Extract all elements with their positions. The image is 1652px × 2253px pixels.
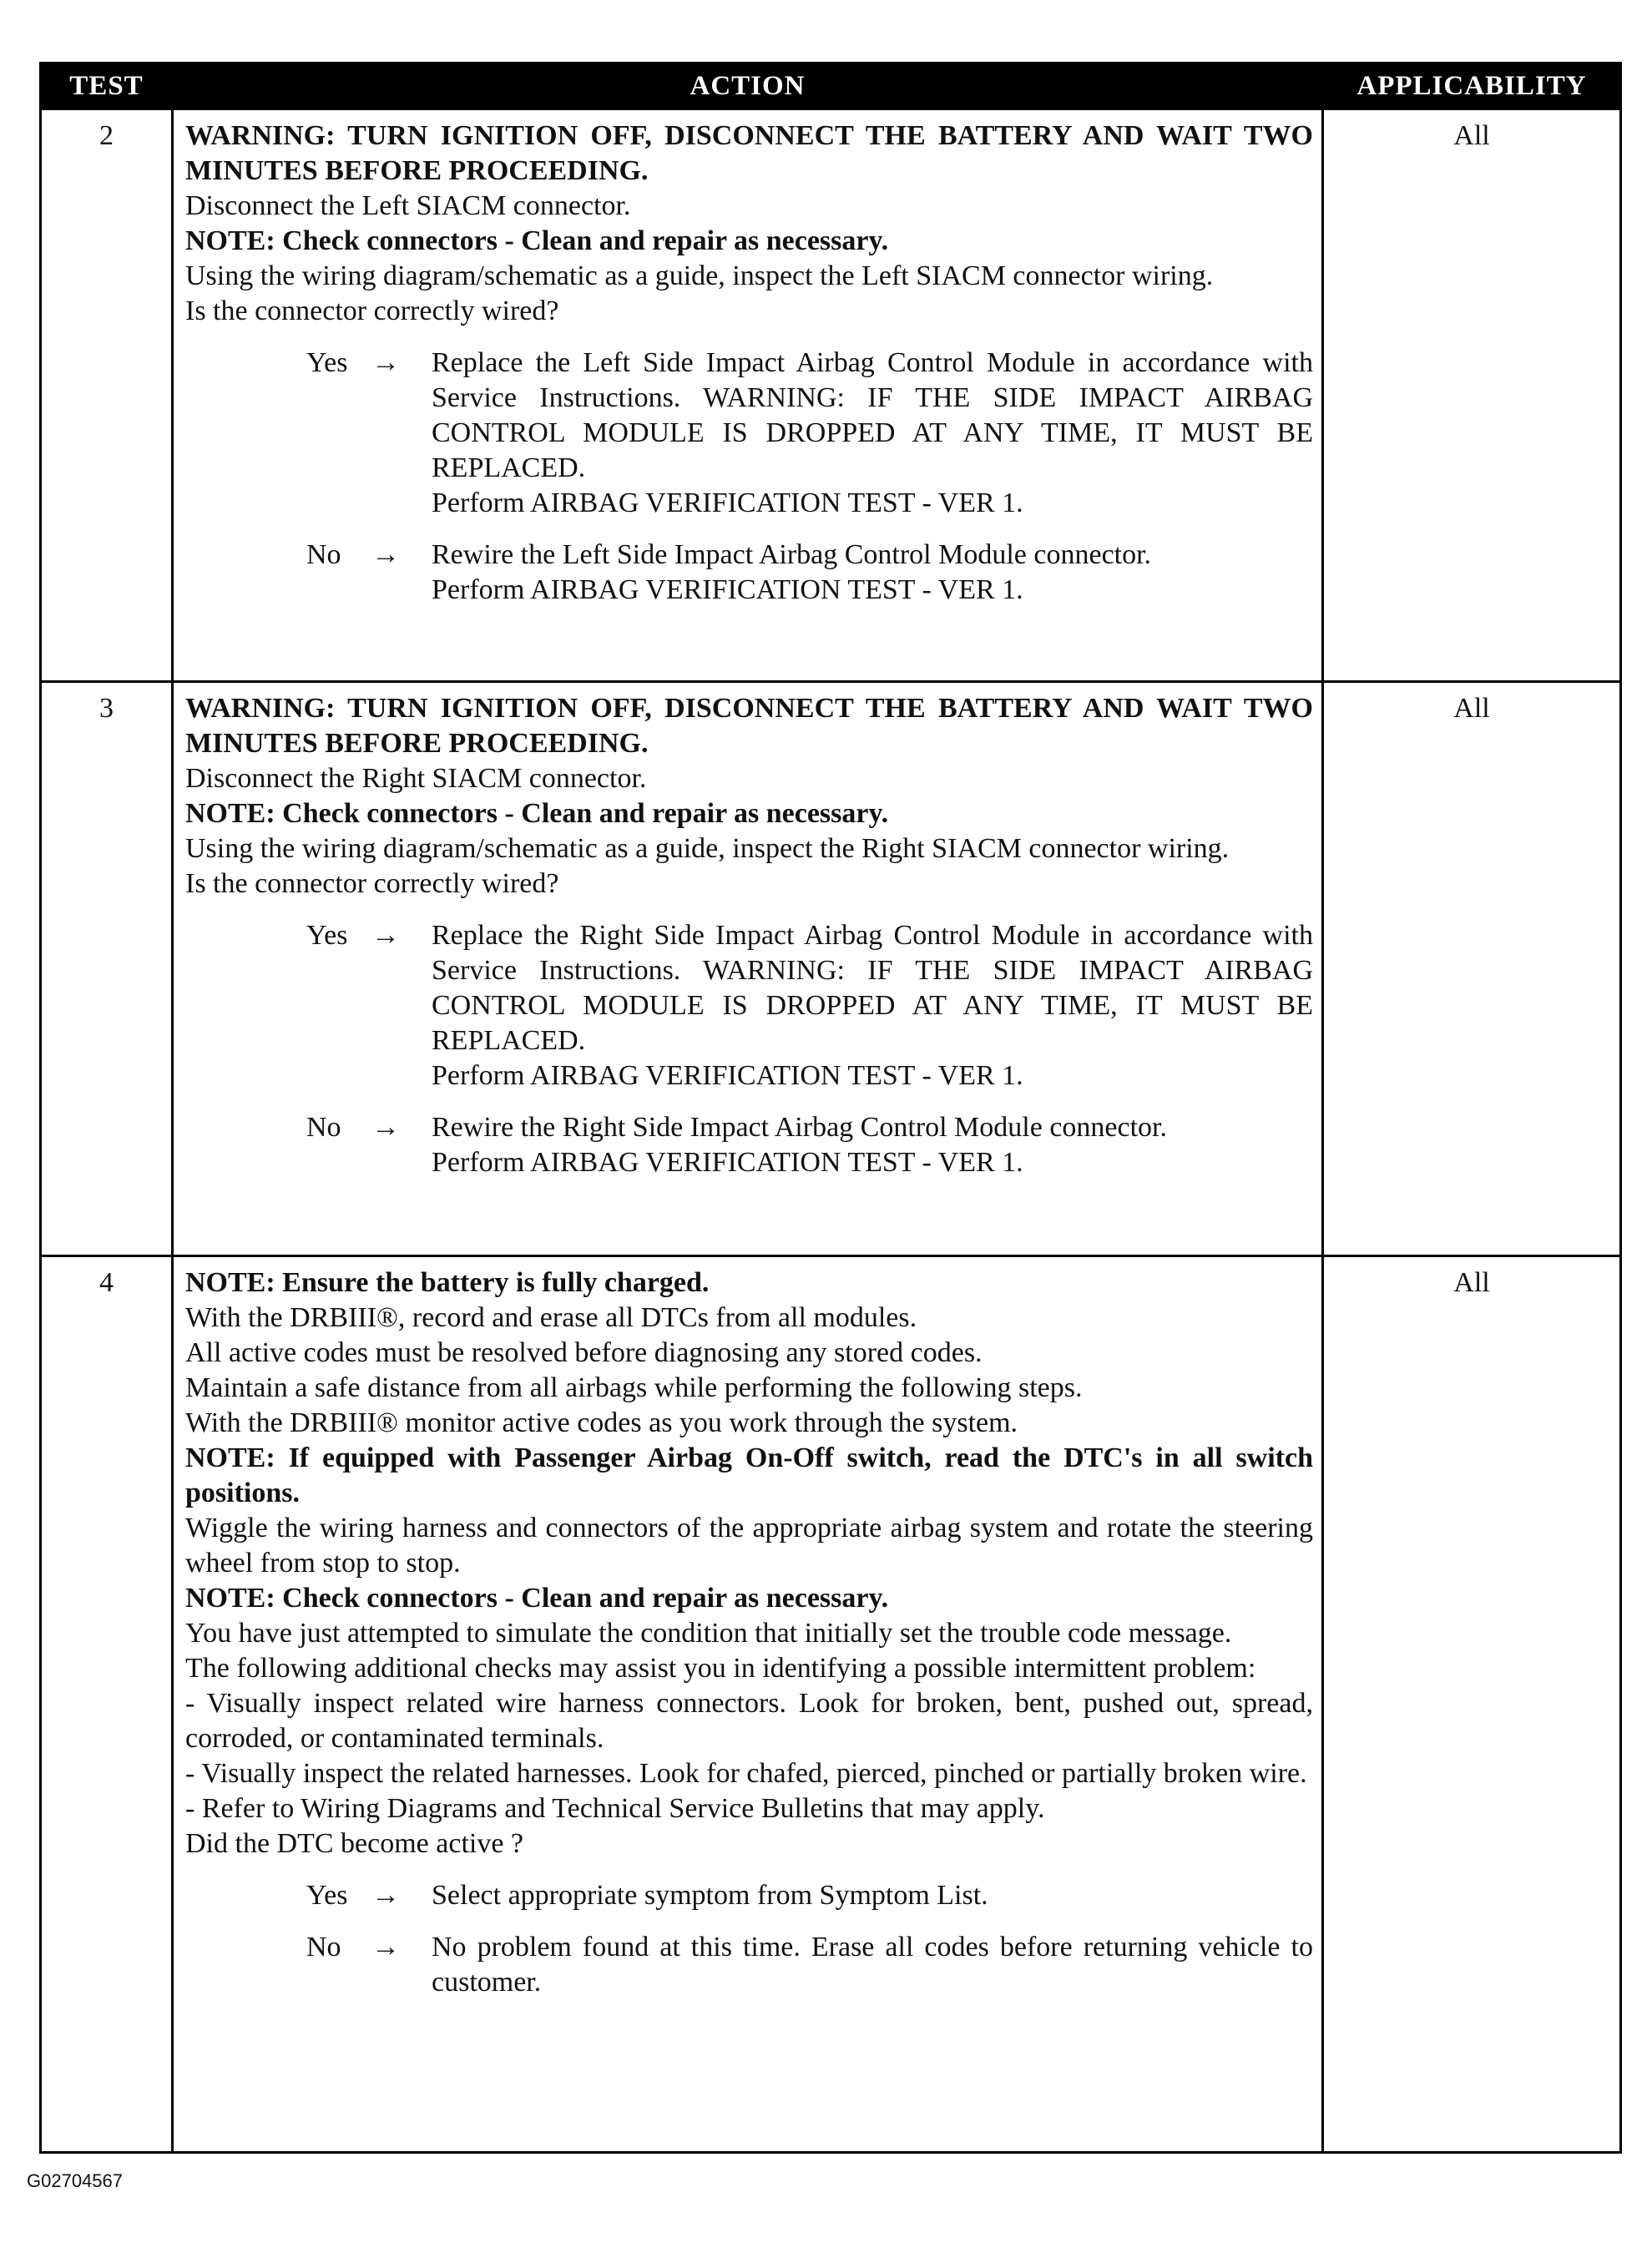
branch-answer: Yes <box>306 347 348 378</box>
branch-yes <box>306 346 1313 521</box>
action-step: With the DRBIII® monitor active codes as you work through the system. <box>185 1407 1018 1438</box>
action-step: Using the wiring diagram/schematic as a guide, inspect the Right SIACM connector wiring. <box>185 833 1230 864</box>
action-cell <box>173 109 1323 682</box>
action-step: - Visually inspect the related harnesses. Look for chafed, pierced, pinched or partially broken wire. <box>185 1758 1307 1789</box>
branch-instruction: Replace the Right Side Impact Airbag Control Module in accordance with Service Instructions. WARNING: IF THE SIDE IMPACT AIRBAG CONTROL MODULE IS DROPPED AT ANY TIME, IT MUST BE REPLACED. <box>432 920 1313 1056</box>
action-step: Is the connector correctly wired? <box>185 296 559 326</box>
action-note: WARNING: TURN IGNITION OFF, DISCONNECT THE BATTERY AND WAIT TWO MINUTES BEFORE PROCEEDING. <box>185 693 1313 759</box>
action-step: - Visually inspect related wire harness connectors. Look for broken, bent, pushed out, spread, corroded, or contaminated terminals. <box>185 1688 1313 1754</box>
test-number: 3 <box>41 682 173 1256</box>
table-row <box>41 1256 1621 2153</box>
arrow-right-icon: → <box>371 1932 400 1963</box>
branch-answer: No <box>306 1112 341 1143</box>
branch-answer: No <box>306 539 341 570</box>
table-header-row <box>41 63 1621 109</box>
branch-answer: Yes <box>306 1880 348 1911</box>
branch-answer: Yes <box>306 920 348 951</box>
applicability-value: All <box>1323 109 1621 682</box>
test-number: 2 <box>41 109 173 682</box>
action-step: The following additional checks may assist you in identifying a possible intermittent problem: <box>185 1653 1256 1684</box>
document-code: G02704567 <box>27 2170 123 2191</box>
action-step: Did the DTC become active ? <box>185 1828 524 1859</box>
action-step: You have just attempted to simulate the condition that initially set the trouble code message. <box>185 1618 1232 1649</box>
arrow-right-icon: → <box>371 1112 400 1143</box>
table-row <box>41 109 1621 682</box>
branch-instruction: Replace the Left Side Impact Airbag Control Module in accordance with Service Instructions. WARNING: IF THE SIDE IMPACT AIRBAG CONTROL MODULE IS DROPPED AT ANY TIME, IT MUST BE REPLACED. <box>432 347 1313 483</box>
branch-instruction: No problem found at this time. Erase all codes before returning vehicle to customer. <box>432 1932 1313 1998</box>
header-action: ACTION <box>173 63 1323 109</box>
action-step: Using the wiring diagram/schematic as a guide, inspect the Left SIACM connector wiring. <box>185 260 1214 291</box>
applicability-value: All <box>1323 682 1621 1256</box>
branch-no <box>306 538 1313 608</box>
branch-text <box>432 1930 1313 2000</box>
branch-yes <box>306 1878 1313 1913</box>
action-step: All active codes must be resolved before diagnosing any stored codes. <box>185 1337 983 1368</box>
action-cell <box>173 682 1323 1256</box>
action-note: NOTE: Ensure the battery is fully charged. <box>185 1267 710 1298</box>
action-step: Maintain a safe distance from all airbags while performing the following steps. <box>185 1372 1083 1403</box>
branch-text <box>432 1110 1313 1180</box>
branch-text <box>432 1878 1313 1913</box>
table-row <box>41 682 1621 1256</box>
branch-text <box>432 918 1313 1094</box>
arrow-right-icon: → <box>371 539 400 570</box>
action-note: NOTE: Check connectors - Clean and repair as necessary. <box>185 225 889 256</box>
action-note: NOTE: Check connectors - Clean and repair as necessary. <box>185 1583 889 1614</box>
applicability-value: All <box>1323 1256 1621 2153</box>
arrow-right-icon: → <box>371 1880 400 1911</box>
branch-verification: Perform AIRBAG VERIFICATION TEST - VER 1. <box>432 1060 1023 1091</box>
branch-text <box>432 346 1313 521</box>
branch-verification: Perform AIRBAG VERIFICATION TEST - VER 1. <box>432 574 1023 605</box>
branch-yes <box>306 918 1313 1094</box>
action-step: Disconnect the Left SIACM connector. <box>185 190 631 221</box>
action-note: WARNING: TURN IGNITION OFF, DISCONNECT THE BATTERY AND WAIT TWO MINUTES BEFORE PROCEEDING. <box>185 120 1313 186</box>
branch-no <box>306 1110 1313 1180</box>
action-note: NOTE: Check connectors - Clean and repair as necessary. <box>185 798 889 829</box>
action-note: NOTE: If equipped with Passenger Airbag On-Off switch, read the DTC's in all switch positions. <box>185 1442 1313 1508</box>
action-step: Is the connector correctly wired? <box>185 868 559 899</box>
arrow-right-icon: → <box>371 347 400 378</box>
action-step: - Refer to Wiring Diagrams and Technical Service Bulletins that may apply. <box>185 1793 1045 1824</box>
diagnostic-test-table <box>39 62 1622 2154</box>
branch-verification: Perform AIRBAG VERIFICATION TEST - VER 1. <box>432 487 1023 518</box>
branch-verification: Perform AIRBAG VERIFICATION TEST - VER 1. <box>432 1147 1023 1178</box>
branch-instruction: Rewire the Left Side Impact Airbag Control Module connector. <box>432 539 1152 570</box>
branch-no <box>306 1930 1313 2000</box>
action-step: Wiggle the wiring harness and connectors of the appropriate airbag system and rotate the steering wheel from stop to stop. <box>185 1513 1313 1579</box>
test-number: 4 <box>41 1256 173 2153</box>
branch-answer: No <box>306 1932 341 1963</box>
header-test: TEST <box>41 63 173 109</box>
header-applicability: APPLICABILITY <box>1323 63 1621 109</box>
action-cell <box>173 1256 1323 2153</box>
arrow-right-icon: → <box>371 920 400 951</box>
branch-instruction: Select appropriate symptom from Symptom List. <box>432 1880 988 1911</box>
branch-instruction: Rewire the Right Side Impact Airbag Control Module connector. <box>432 1112 1167 1143</box>
action-step: With the DRBIII®, record and erase all DTCs from all modules. <box>185 1302 917 1333</box>
branch-text <box>432 538 1313 608</box>
action-step: Disconnect the Right SIACM connector. <box>185 763 647 794</box>
